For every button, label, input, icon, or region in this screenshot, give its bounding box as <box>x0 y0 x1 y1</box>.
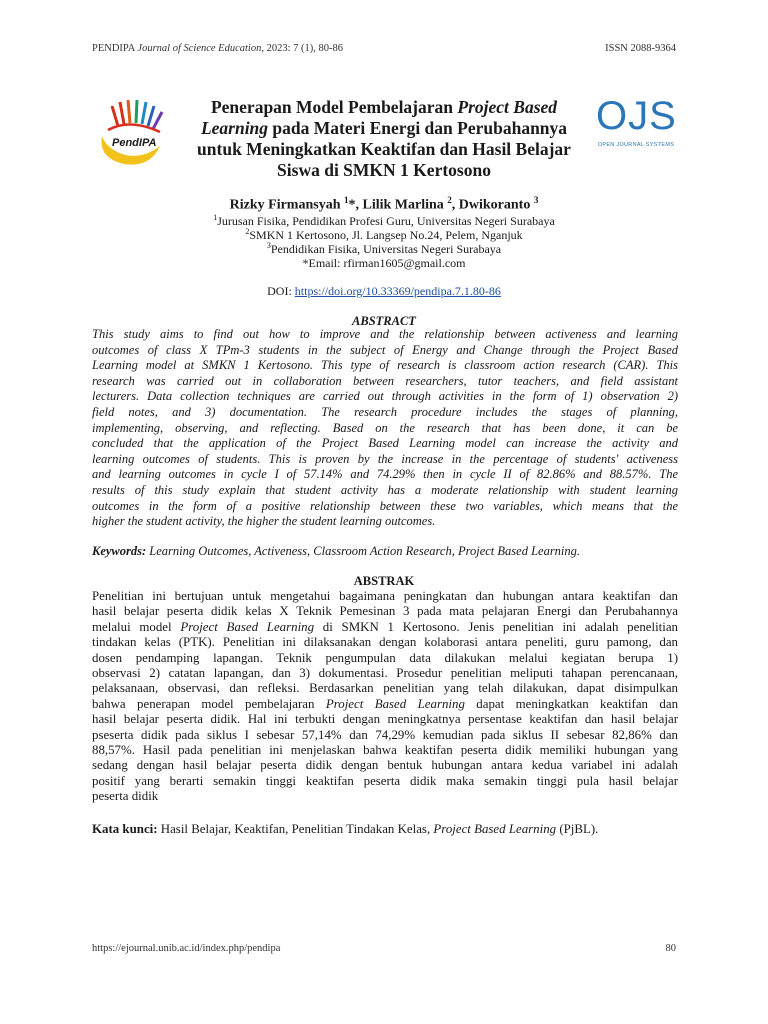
abstrak-line: 88,57%. Hasil pada penelitian ini menjelaskan bahwa keaktifan peserta didik memiliki hubungan yang <box>92 743 678 758</box>
abstrak-line: hasil belajar peserta didik. Hal ini terbukti dengan meningkatnya persentase keaktifan dan hasil belajar <box>92 712 678 727</box>
affiliation-2: $^2$SMKN 1 Kertosono, Jl. Langsep No.24, Pelem, Nganjuk <box>245 227 523 242</box>
abstrak-line: sedang dengan hasil belajar peserta didik dengan bentuk hubungan antara kedua variabel ini adalah <box>92 758 678 773</box>
keywords: Keywords: Learning Outcomes, Activeness, Classroom Action Research, Project Based Learning. <box>92 544 581 558</box>
author-list: Rizky Firmansyah $^1$*, Lilik Marlina $^2$, Dwikoranto $^3$ <box>229 195 539 213</box>
paper-title: Penerapan Model Pembelajaran Project Based Learning pada Materi Energi dan Perubahannya untuk Meningkatkan Keaktifan dan Hasil Belajar Siswa di SMKN 1 Kertosono <box>197 97 571 180</box>
ojs-logo <box>596 94 677 152</box>
abstract-line: field notes, and 3) documentation. The research procedure includes the stages of planning, <box>92 404 678 419</box>
abstrak-heading: ABSTRAK <box>353 574 415 588</box>
ojs-logo-text: OJS <box>596 94 677 138</box>
abstrak-line: Penelitian ini bertujuan untuk mengetahui bagaimana peningkatan dan hubungan antara keaktifan dan <box>92 589 678 603</box>
abstrak-line: dosen pendamping lapangan. Teknik pengumpulan data dilakukan melalui kegiatan berupa 1) <box>92 650 678 665</box>
doi-line: DOI: https://doi.org/10.33369/pendipa.7.1.80-86 <box>267 284 501 298</box>
abstract-line: Learning model at SMKN 1 Kertosono. This type of research is classroom action research (CAR). This <box>92 358 678 373</box>
abstrak-line: tindakan kelas (PTK). Penelitian ini dilaksanakan dengan kolaborasi antara peneliti, guru pamong, dan <box>92 635 678 650</box>
doi-link[interactable]: https://doi.org/10.33369/pendipa.7.1.80-86 <box>294 284 501 298</box>
abstrak-line: pelaksanaan, observasi, dan refleksi. Berdasarkan penelitian yang telah dilakukan, dapat disimpulkan <box>92 681 678 696</box>
abstract-line: implementing, observing, and reflecting. Based on the research that has been done, it can be <box>92 420 678 435</box>
kata-kunci: Kata kunci: Hasil Belajar, Keaktifan, Penelitian Tindakan Kelas, Project Based Learning (PjBL). <box>92 822 599 836</box>
abstrak-line: observasi 2) catatan lapangan, dan 3) dokumentasi. Prosedur penelitian meliputi tahapan perencanaan, <box>92 666 678 681</box>
abstrak-line: positif yang berarti semakin tinggi keaktifan peserta didik maka semakin tinggi pula hasil belajar <box>92 773 678 788</box>
abstract-line: lecturers. Data collection techniques are carried out through activities in the form of 1) observation 2) <box>92 389 678 404</box>
pendipa-logo-text: PendIPA <box>112 137 157 149</box>
corresponding-email: *Email: rfirman1605@gmail.com <box>302 256 466 270</box>
pendipa-logo-icon <box>90 96 186 168</box>
affiliation-3: $^3$Pendidikan Fisika, Universitas Negeri Surabaya <box>266 241 502 256</box>
footer-url: https://ejournal.unib.ac.id/index.php/pendipa <box>92 943 281 954</box>
abstrak-line: bahwa penerapan model pembelajaran Project Based Learning dapat meningkatkan keaktifan dan <box>92 696 678 711</box>
abstract-line: outcomes of class X TPm-3 students in the subject of Energy and Change through the Project Based <box>92 342 678 357</box>
journal-citation: PENDIPA Journal of Science Education, 2023: 7 (1), 80-86 <box>92 43 344 54</box>
abstract-line: and learning outcomes in cycle I of 57.14% and 74.29% then in cycle II of 82.86% and 88.57%. The <box>92 467 678 482</box>
abstract-line: concluded that the application of the Project Based Learning model can increase the activity and <box>92 436 678 451</box>
abstract-heading: ABSTRACT <box>352 314 416 328</box>
abstract-line: This study aims to find out how to improve and the relationship between activeness and learning <box>92 327 678 341</box>
abstract-line: research was carried out in collaboration between researchers, tutor teachers, and field assistant <box>92 373 678 388</box>
issn: ISSN 2088-9364 <box>605 43 676 54</box>
abstract-line: outcomes in the form of a positive relationship between these two variables, which means that the <box>92 498 678 513</box>
abstrak-line: peserta didik <box>92 789 159 804</box>
page-number: 80 <box>665 943 676 954</box>
abstract-line: results of this study explain that student activity has a moderate relationship with student learning <box>92 482 678 497</box>
ojs-logo-subtext: OPEN JOURNAL SYSTEMS <box>597 142 675 148</box>
abstrak-body <box>92 589 678 805</box>
abstract-body <box>92 327 678 530</box>
abstrak-line: melalui model Project Based Learning di SMKN 1 Kertosono. Jenis penelitian ini adalah penelitian <box>92 619 678 634</box>
abstract-line: learning outcomes of students. This is proven by the increase in the percentage of students' activeness <box>92 451 678 466</box>
abstract-line: higher the student activity, the higher the student learning outcomes. <box>92 514 436 529</box>
abstrak-line: pseserta didik pada siklus I sebesar 57,14% dan 74,29% kemudian pada siklus II sebesar 82,86% dan <box>92 727 678 742</box>
affiliation-1: $^1$Jurusan Fisika, Pendidikan Profesi Guru, Universitas Negeri Surabaya <box>213 213 555 228</box>
abstrak-line: hasil belajar peserta didik kelas X Teknik Pemesinan 3 pada mata pelajaran Energi dan Perubahannya <box>92 604 678 619</box>
